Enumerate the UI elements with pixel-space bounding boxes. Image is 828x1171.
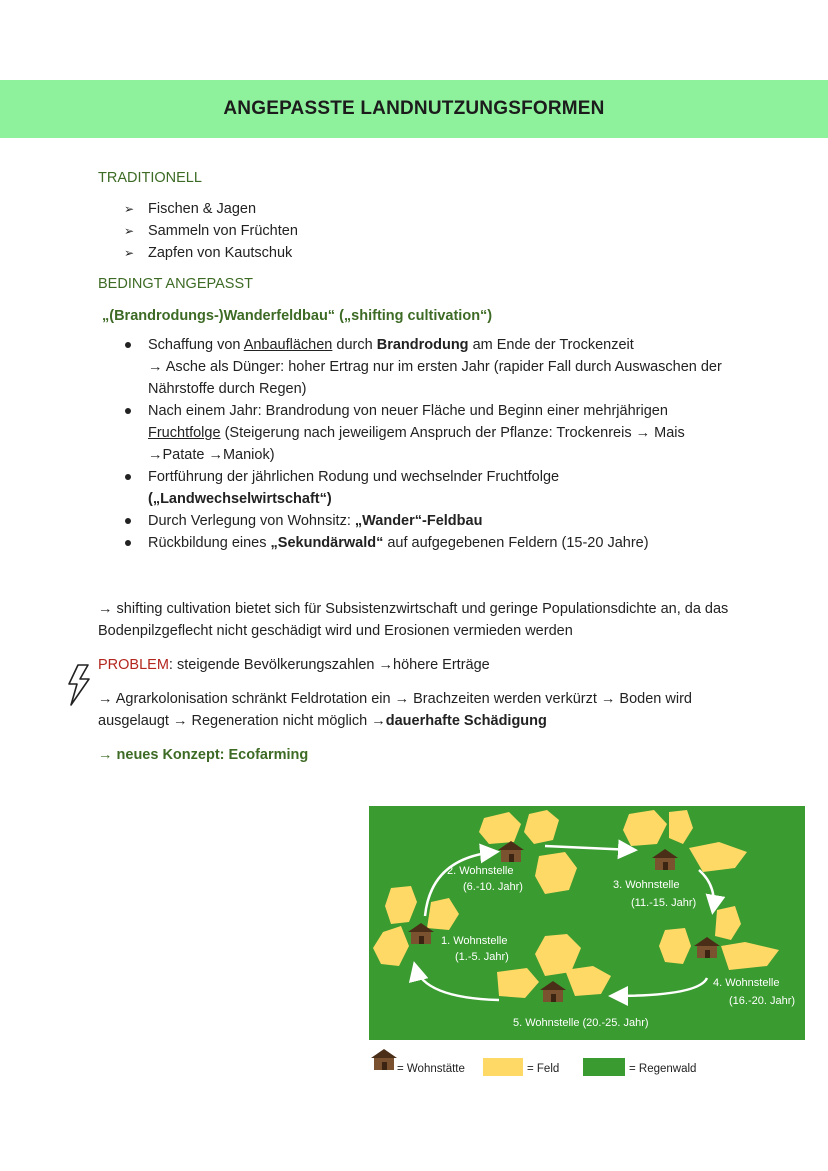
- list-item: ➢ Zapfen von Kautschuk: [124, 242, 738, 264]
- station-2-years: (6.-10. Jahr): [463, 881, 523, 893]
- station-3-label: 3. Wohnstelle: [613, 879, 680, 891]
- forest-swatch: [583, 1058, 625, 1076]
- station-4-years: (16.-20. Jahr): [729, 995, 796, 1007]
- hut-icon: [540, 981, 566, 1002]
- legend-field-label: = Feld: [527, 1063, 560, 1075]
- arrow-3-to-4: [699, 870, 714, 910]
- lightning-icon: [66, 664, 92, 706]
- station-3-years: (11.-15. Jahr): [631, 897, 697, 909]
- field-swatch: [483, 1058, 523, 1076]
- station-5-label: 5. Wohnstelle (20.-25. Jahr): [513, 1017, 649, 1029]
- field: [715, 906, 741, 940]
- field: [623, 810, 667, 846]
- arrow-2-to-3: [545, 846, 633, 850]
- arrow-bullet-icon: ➢: [124, 202, 135, 216]
- field: [659, 928, 691, 964]
- field: [373, 926, 409, 966]
- shifting-cultivation-title: „(Brandrodungs-)Wanderfeldbau“ („shifting cultivation“): [102, 308, 493, 324]
- field: [721, 942, 779, 970]
- list-item: Fortführung der jährlichen Rodung und wechselnder Fruchtfolge („Landwechselwirtschaft“): [124, 466, 738, 510]
- conclusion-text: → shifting cultivation bietet sich für Subsistenzwirtschaft und geringe Populationsdichte an, da das Bodenpilzgeflecht nicht geschädigt wird und Erosionen vermieden werden: [98, 601, 729, 639]
- arrow-bullet-icon: ➢: [124, 224, 135, 238]
- legend-forest-label: = Regenwald: [629, 1063, 697, 1075]
- field: [497, 968, 539, 998]
- problem-line: PROBLEM: steigende Bevölkerungszahlen →höhere Erträge: [98, 657, 490, 673]
- station-2-label: 2. Wohnstelle: [447, 865, 514, 877]
- station-4-label: 4. Wohnstelle: [713, 977, 780, 989]
- field: [385, 886, 417, 924]
- page-title: ANGEPASSTE LANDNUTZUNGSFORMEN: [223, 98, 605, 119]
- legend: [369, 1044, 805, 1084]
- field: [479, 812, 521, 844]
- problem-label: PROBLEM: [98, 657, 169, 673]
- field: [689, 842, 747, 872]
- field: [565, 966, 611, 996]
- list-item: Nach einem Jahr: Brandrodung von neuer Fläche und Beginn einer mehrjährigen Fruchtfolge (Steigerung nach jeweiligem Anspruch der Pflanze: Trockenreis → Mais →Patate →Maniok): [124, 400, 738, 466]
- shifting-cultivation-diagram: [369, 806, 805, 1040]
- field: [427, 898, 459, 930]
- list-item: Rückbildung eines „Sekundärwald“ auf aufgegebenen Feldern (15-20 Jahre): [124, 532, 738, 554]
- arrow-bullet-icon: ➢: [124, 246, 135, 260]
- hut-icon: [694, 937, 720, 958]
- field: [524, 810, 559, 844]
- arrow-5-to-1: [415, 966, 499, 1000]
- hut-icon: [652, 849, 678, 870]
- legend-hut-label: = Wohnstätte: [397, 1063, 465, 1075]
- field: [535, 852, 577, 894]
- list-item: Schaffung von Anbauflächen durch Brandrodung am Ende der Trockenzeit → Asche als Dünger: hoher Ertrag nur im ersten Jahr (rapider Fall durch Auswaschen der Nährstoffe durch Regen): [124, 334, 738, 400]
- conditional-heading: BEDINGT ANGEPASST: [98, 276, 253, 292]
- fields: [373, 810, 779, 998]
- traditional-list: [124, 198, 738, 264]
- title-band: [0, 80, 828, 138]
- station-1-years: (1.-5. Jahr): [455, 951, 509, 963]
- field: [669, 810, 693, 844]
- hut-icon: [371, 1049, 397, 1070]
- traditional-heading: TRADITIONELL: [98, 170, 202, 186]
- hut-icon: [498, 841, 524, 862]
- consequence-text: → Agrarkolonisation schränkt Feldrotation ein → Brachzeiten werden verkürzt → Boden wird ausgelaugt → Regeneration nicht möglich →dauerhafte Schädigung: [98, 691, 692, 729]
- new-concept-text: → neues Konzept: Ecofarming: [98, 747, 309, 763]
- list-item: ➢ Sammeln von Früchten: [124, 220, 738, 242]
- content: [98, 170, 738, 766]
- station-1-label: 1. Wohnstelle: [441, 935, 508, 947]
- list-item: ➢ Fischen & Jagen: [124, 198, 738, 220]
- list-item: Durch Verlegung von Wohnsitz: „Wander“-Feldbau: [124, 510, 738, 532]
- conditional-list: [124, 334, 738, 554]
- arrow-4-to-5: [613, 978, 707, 996]
